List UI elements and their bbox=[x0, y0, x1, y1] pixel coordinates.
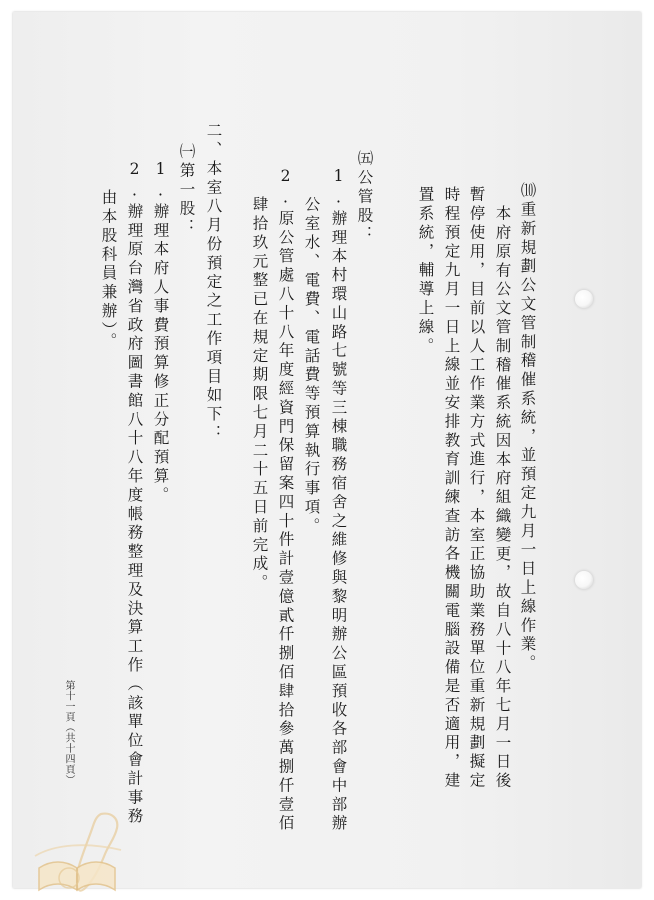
section-5-item-1: 1.辦理本村環山路七號等三棟職務宿舍之維修與黎明辦公區預收各部會中部辦 bbox=[329, 167, 348, 834]
section-5-item-2-cont: 肆拾玖元整已在規定期限七月二十五日前完成。 bbox=[250, 196, 269, 593]
punch-hole-top bbox=[575, 290, 593, 308]
section-5-item-2: 2.原公管處八十八年度經資門保留案四十件計壹億貳仟捌佰肆拾參萬捌仟壹佰 bbox=[276, 167, 295, 834]
section-10-heading: ⑽重新規劃公文管制稽催系統，並預定九月一日上線作業。 bbox=[518, 182, 537, 674]
section-10-line-1: 本府原有公文管制稽催系統因本府組織變更，故自八十八年七月一日後 bbox=[493, 205, 512, 791]
punch-hole-bottom bbox=[575, 571, 593, 589]
section-10-line-4: 置系統，輔導上線。 bbox=[416, 186, 435, 357]
section-10-line-2: 暫停使用，目前以人工作業方式進行，本室正協助業務單位重新規劃擬定 bbox=[467, 186, 486, 791]
document-sheet bbox=[13, 12, 641, 888]
page-number: 第十一頁（共十四頁） bbox=[63, 680, 74, 785]
section-5-heading: ㈤公管股： bbox=[355, 150, 374, 245]
part-2-item-2: 2.辦理原台灣省政府圖書館八十八年度帳務整理及決算工作（該單位會計事務 bbox=[125, 160, 144, 827]
section-10-line-3: 時程預定九月一日上線並安排教育訓練查訪各機關電腦設備是否適用，建 bbox=[442, 186, 461, 791]
logo-swoosh bbox=[35, 845, 121, 856]
part-2-heading: 二、本室八月份預定之工作項目如下： bbox=[204, 122, 223, 444]
part-2-item-2-cont: 由本股科員兼辦）。 bbox=[99, 189, 118, 352]
library-watermark-logo bbox=[31, 808, 141, 898]
part-2-item-1: 1.辦理本府人事費預算修正分配預算。 bbox=[151, 160, 170, 506]
section-5-item-1-cont: 公室水、電費、電話費等預算執行事項。 bbox=[302, 196, 321, 537]
part-2-subheading: ㈠第一股： bbox=[177, 143, 196, 238]
